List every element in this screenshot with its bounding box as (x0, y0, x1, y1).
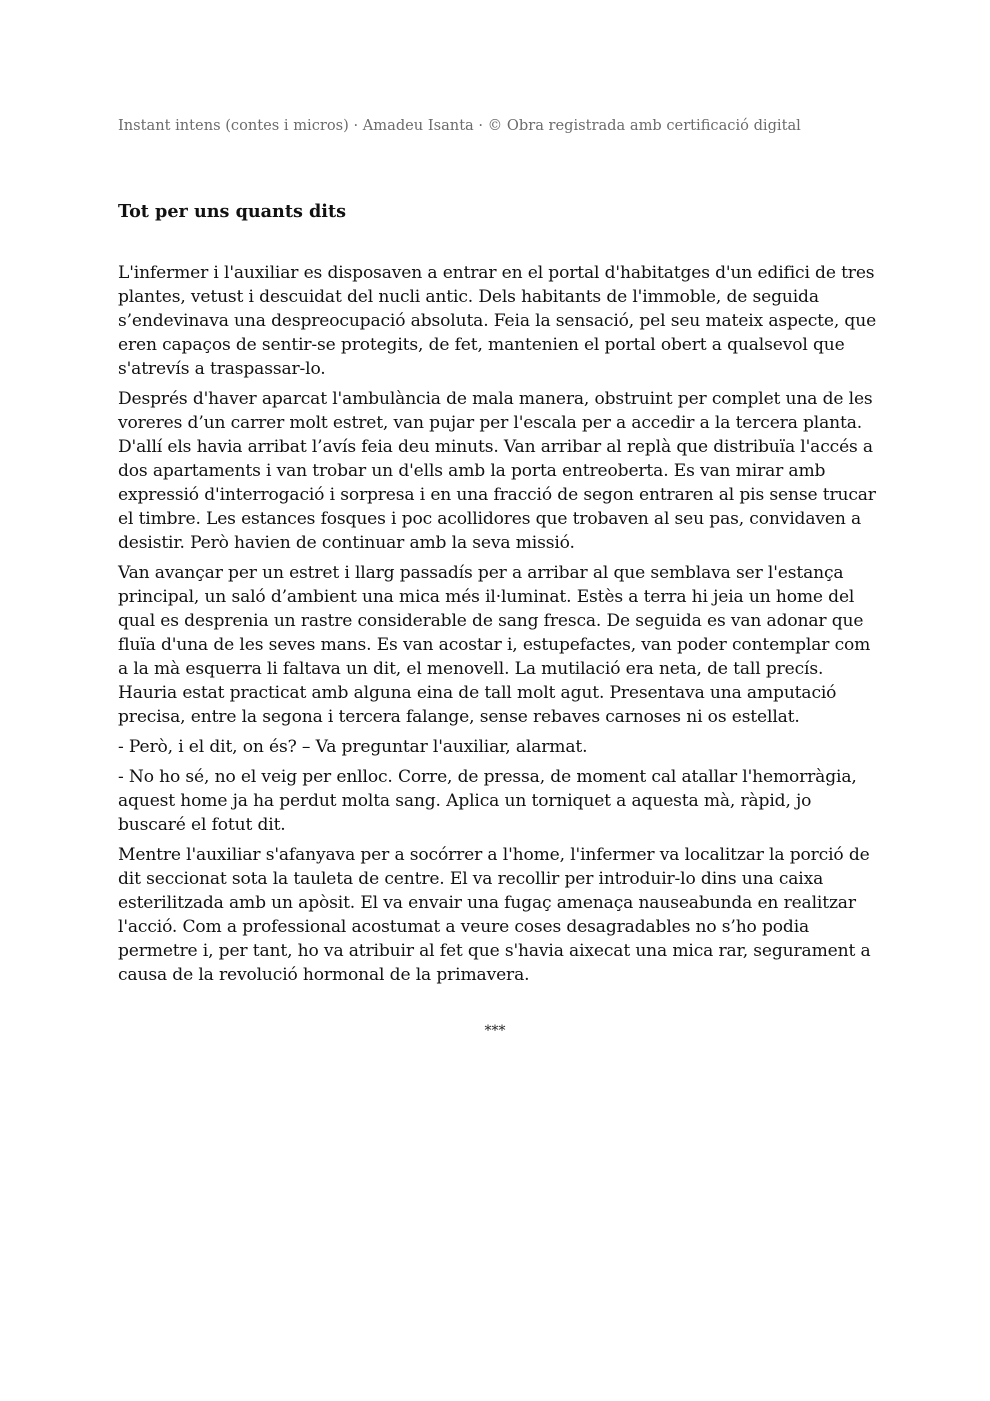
story-title: Tot per uns quants dits (118, 201, 347, 222)
section-separator: *** (484, 1023, 506, 1039)
document-page (118, 114, 878, 1041)
paragraph: Després d'haver aparcat l'ambulància de mala manera, obstruint per complet una de les voreres d’un carrer molt estret, van pujar per l'escala per a accedir a la tercera planta. D'allí els havia arribat l’avís feia deu minuts. Van arribar al replà que distribuïa l'accés a dos apartaments i van trobar un d'ells amb la porta entreoberta. Es van mirar amb expressió d'interrogació i sorpresa i en una fracció de segon entraren al pis sense trucar el timbre. Les estances fosques i poc acollidores que trobaven al seu pas, convidaven a desistir. Però havien de continuar amb la seva missió. (118, 389, 876, 553)
paragraph: Mentre l'auxiliar s'afanyava per a socórrer a l'home, l'infermer va localitzar la porció de dit seccionat sota la tauleta de centre. El va recollir per introduir-lo dins una caixa esterilitzada amb un apòsit. El va envair una fugaç amenaça nauseabunda en realitzar l'acció. Com a professional acostumat a veure coses desagradables no s’ho podia permetre i, per tant, ho va atribuir al fet que s'havia aixecat una mica rar, segurament a causa de la revolució hormonal de la primavera. (118, 845, 871, 985)
story-body (118, 261, 878, 987)
dialogue-line: - No ho sé, no el veig per enlloc. Corre, de pressa, de moment cal atallar l'hemorràgia, aquest home ja ha perdut molta sang. Aplica un torniquet a aquesta mà, ràpid, jo buscaré el fotut dit. (118, 767, 857, 835)
running-header: Instant intens (contes i micros) · Amadeu Isanta · © Obra registrada amb certificació digital (118, 117, 801, 134)
dialogue-line: - Però, i el dit, on és? – Va preguntar l'auxiliar, alarmat. (118, 737, 588, 757)
paragraph: L'infermer i l'auxiliar es disposaven a entrar en el portal d'habitatges d'un edifici de tres plantes, vetust i descuidat del nucli antic. Dels habitants de l'immoble, de seguida s’endevinava una despreocupació absoluta. Feia la sensació, pel seu mateix aspecte, que eren capaços de sentir-se protegits, de fet, mantenien el portal obert a qualsevol que s'atrevís a traspassar-lo. (118, 263, 877, 379)
paragraph: Van avançar per un estret i llarg passadís per a arribar al que semblava ser l'estança principal, un saló d’ambient una mica més il·luminat. Estès a terra hi jeia un home del qual es desprenia un rastre considerable de sang fresca. De seguida es van adonar que fluïa d'una de les seves mans. Es van acostar i, estupefactes, van poder contemplar com a la mà esquerra li faltava un dit, el menovell. La mutilació era neta, de tall precís. Hauria estat practicat amb alguna eina de tall molt agut. Presentava una amputació precisa, entre la segona i tercera falange, sense rebaves carnoses ni os estellat. (118, 563, 871, 727)
